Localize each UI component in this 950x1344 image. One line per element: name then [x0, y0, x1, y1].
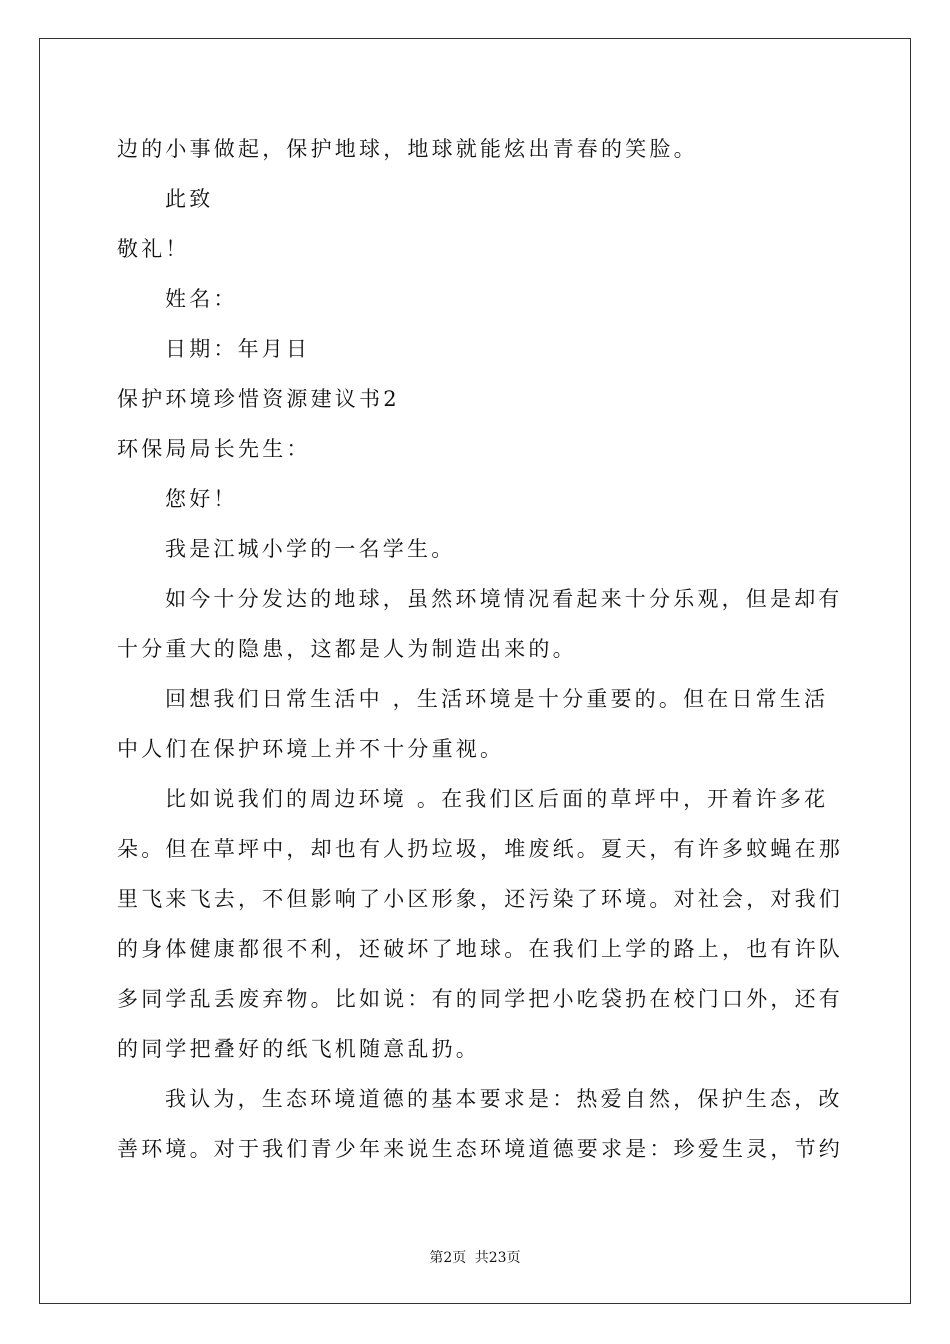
paragraph-line: 十分重大的隐患，这都是人为制造出来的。: [117, 637, 577, 661]
page-number: 第2页: [429, 1250, 467, 1266]
paragraph-line: 我认为，生态环境道德的基本要求是：热爱自然，保护生态，改: [165, 1087, 843, 1111]
paragraph-line: 善环境。对于我们青少年来说生态环境道德要求是：珍爱生灵，节约: [117, 1137, 843, 1161]
text-line: 边的小事做起，保护地球，地球就能炫出青春的笑脸。: [117, 137, 698, 161]
page-footer: [0, 1247, 950, 1267]
paragraph-line: 比如说我们的周边环境 。在我们区后面的草坪中，开着许多花: [165, 787, 829, 811]
signature-date: 日期：年月日: [165, 337, 311, 361]
signature-name: 姓名：: [165, 287, 238, 311]
paragraph-line: 我是江城小学的一名学生。: [165, 537, 456, 561]
paragraph-line: 里飞来飞去，不但影响了小区形象，还污染了环境。对社会，对我们: [117, 887, 843, 911]
paragraph-line: 朵。但在草坪中，却也有人扔垃圾，堆废纸。夏天，有许多蚊蝇在那: [117, 837, 843, 861]
section-title: 保护环境珍惜资源建议书2: [117, 387, 400, 411]
page-total: 共23页: [474, 1250, 521, 1266]
page-border: [39, 38, 911, 1304]
closing-salutation: 此致: [165, 187, 214, 211]
paragraph-line: 多同学乱丢废弃物。比如说：有的同学把小吃袋扔在校门口外，还有: [117, 987, 843, 1011]
closing-regards: 敬礼！: [117, 237, 190, 261]
greeting: 您好！: [165, 487, 238, 511]
recipient: 环保局局长先生：: [117, 437, 311, 461]
paragraph-line: 回想我们日常生活中 ，生活环境是十分重要的。但在日常生活: [165, 687, 829, 711]
paragraph-line: 如今十分发达的地球，虽然环境情况看起来十分乐观，但是却有: [165, 587, 843, 611]
paragraph-line: 中人们在保护环境上并不十分重视。: [117, 737, 505, 761]
paragraph-line: 的同学把叠好的纸飞机随意乱扔。: [117, 1037, 480, 1061]
paragraph-line: 的身体健康都很不利，还破坏了地球。在我们上学的路上，也有许队: [117, 937, 843, 961]
